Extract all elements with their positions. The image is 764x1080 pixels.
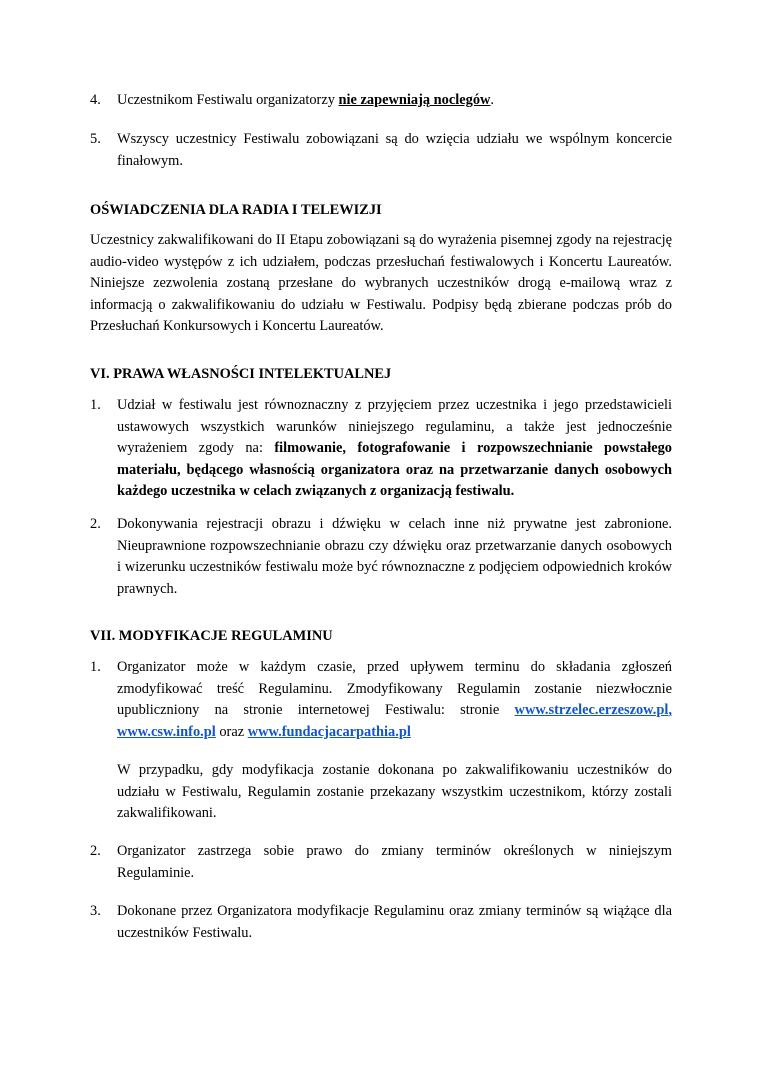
vii-list-item-2	[90, 841, 672, 884]
vii-item1-text: Organizator może w każdym czasie, przed upływem terminu do składania zgłoszeń zmodyfikować treść Regulaminu. Zmodyfikowany Regulamin zostanie niezwłocznie upubliczniony na stronie internetowej Festiwalu: stronie	[117, 659, 672, 718]
list-item-body	[117, 657, 672, 743]
section-heading-media: OŚWIADCZENIA DLA RADIA I TELEWIZJI	[90, 202, 382, 218]
list-item-body: Dokonane przez Organizatora modyfikacje Regulaminu oraz zmiany terminów są wiążące dla uczestników Festiwalu.	[117, 903, 672, 941]
vi-item1-bold-text: filmowanie, fotografowanie i rozpowszechnianie powstałego materiału, będącego własnością organizatora oraz na przetwarzanie danych osobowych każdego uczestnika w celach związanych z organizacją festiwalu.	[117, 440, 673, 499]
item4-text-before: Uczestnikom Festiwalu organizatorzy	[117, 92, 339, 108]
list-item-body	[117, 90, 672, 112]
vii-list-item-1	[90, 657, 672, 743]
vi-item1-plain-text: Udział w festiwalu jest równoznaczny z przyjęciem przez uczestnika i jego przedstawicieli ustawowych wszystkich warunków niniejszego regulaminu, a także jest jednocześnie wyrażeniem zgody na:	[117, 397, 672, 456]
link-strzelec[interactable]: www.strzelec.erzeszow.pl	[514, 702, 669, 718]
section-heading-vi: VI. PRAWA WŁASNOŚCI INTELEKTUALNEJ	[90, 366, 392, 382]
link-csw[interactable]: www.csw.info.pl	[117, 723, 216, 740]
list-number: 1.	[90, 397, 101, 413]
list-item-body: Dokonywania rejestracji obrazu i dźwięku w celach inne niż prywatne jest zabronione. Nieuprawnione rozpowszechnianie obrazu czy dźwięku oraz przetwarzanie danych osobowych i wizerunku uczestników festiwalu może być równoznaczne z podjęciem odpowiednich kroków prawnych.	[117, 516, 672, 597]
list-number: 2.	[90, 843, 101, 859]
list-item-body	[117, 395, 672, 503]
list-item-4	[90, 90, 672, 112]
media-consent-paragraph: Uczestnicy zakwalifikowani do II Etapu zobowiązani są do wyrażenia pisemnej zgody na rejestrację audio-video występów z ich udziałem, podczas przesłuchań festiwalowych i Koncertu Laureatów. Niniejsze zezwolenia zostaną przesłane do wybranych uczestników drogą e-mailową wraz z informacją o zakwalifikowaniu do udziału w Festiwalu. Podpisy będą zbierane podczas prób do Przesłuchań Konkursowych i Koncertu Laureatów.	[90, 232, 672, 334]
section-heading-vii: VII. MODYFIKACJE REGULAMINU	[90, 628, 333, 644]
vii-list-item-3	[90, 901, 672, 944]
vi-list-item-2	[90, 514, 672, 600]
list-number: 2.	[90, 516, 101, 532]
list-item-body: Organizator zastrzega sobie prawo do zmiany terminów określonych w niniejszym Regulaminie.	[117, 843, 672, 881]
no-accommodation-emphasis: nie zapewniają noclegów	[338, 92, 491, 108]
vii-item1-sub-paragraph: W przypadku, gdy modyfikacja zostanie dokonana po zakwalifikowaniu uczestników do udziału w Festiwalu, Regulamin zostanie przekazany wszystkim uczestnikom, którzy zostali zakwalifikowani.	[117, 762, 672, 821]
list-item-body: Wszyscy uczestnicy Festiwalu zobowiązani są do wzięcia udziału we wspólnym koncercie finałowym.	[117, 131, 672, 169]
link-conjunction: oraz	[215, 723, 248, 740]
link-separator: ,	[668, 702, 672, 718]
list-number: 3.	[90, 903, 101, 919]
list-item-5	[90, 129, 672, 172]
list-number: 5.	[90, 131, 101, 147]
list-number: 4.	[90, 92, 101, 108]
item4-text-after: .	[490, 92, 495, 108]
list-number: 1.	[90, 659, 101, 675]
link-fundacja[interactable]: www.fundacjacarpathia.pl	[247, 723, 411, 740]
vi-list-item-1	[90, 395, 672, 503]
